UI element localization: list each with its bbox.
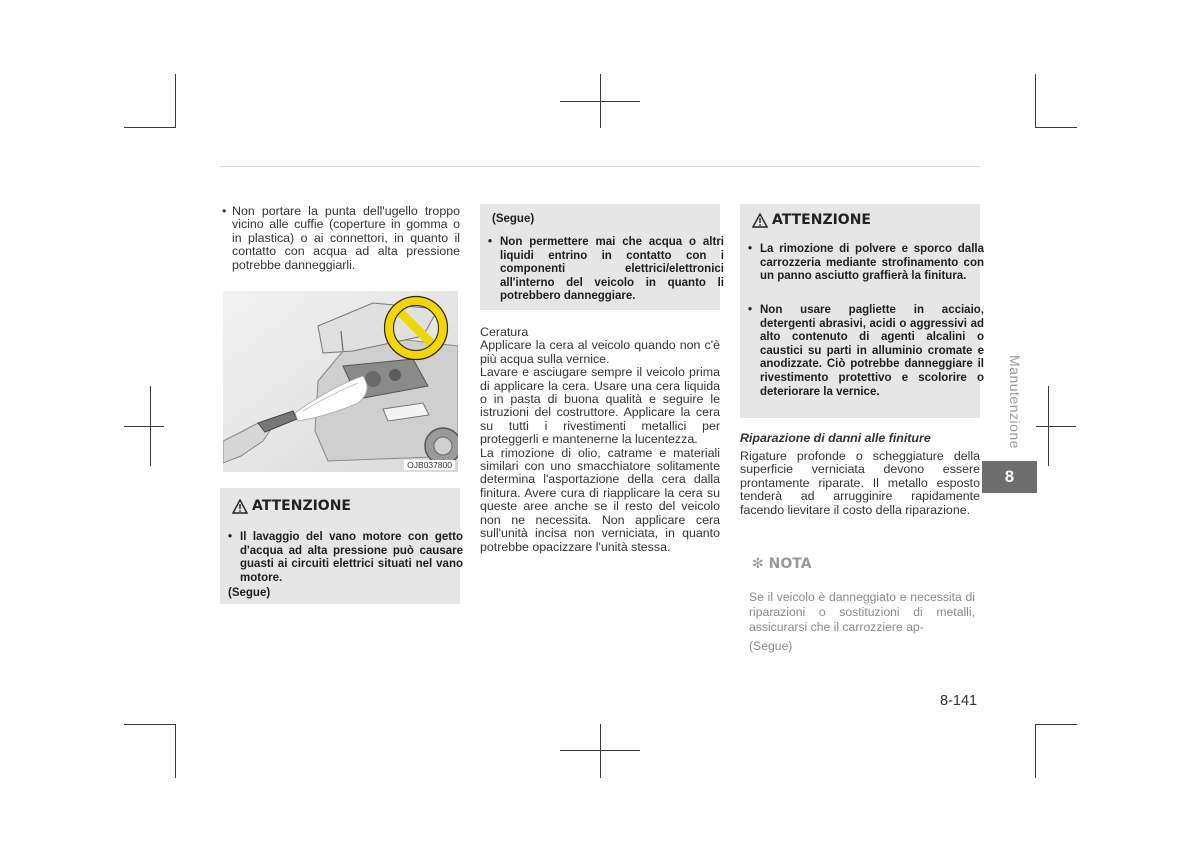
- crop-mark: [175, 74, 176, 128]
- warning-item: [488, 236, 724, 304]
- warning-item: [228, 531, 463, 585]
- chapter-tab-label: Manutenzione: [1007, 355, 1023, 449]
- bullet-dot: •: [222, 204, 227, 218]
- crop-mark: [175, 724, 176, 778]
- registration-mark: [600, 724, 601, 778]
- ceratura-section: [480, 326, 720, 554]
- page-number: 8-141: [940, 693, 978, 709]
- crop-mark: [1035, 724, 1036, 778]
- crop-mark: [124, 724, 176, 725]
- registration-mark: [1036, 426, 1076, 427]
- crop-mark: [124, 127, 176, 128]
- bullet-dot: •: [748, 304, 753, 316]
- warning-item-text: Non usare pagliette in acciaio, detergenti abrasivi, acidi o aggressivi ad alto contenuto di agenti alcalini o caustici su parti in alluminio cromate e anodizzate. Ciò potrebbe danneggiare il rivestimento protettivo e scolorire o deteriorare la vernice.: [760, 304, 984, 398]
- warning-item-text: La rimozione di polvere e sporco dalla carrozzeria mediante strofinamento con un panno asciutto graffierà la finitura.: [760, 243, 984, 283]
- engine-wash-figure: [223, 291, 458, 472]
- warning-triangle-icon: [752, 213, 768, 228]
- continued-label: (Segue): [228, 587, 271, 599]
- registration-mark: [150, 386, 151, 466]
- warning-title-text: ATTENZIONE: [772, 212, 871, 228]
- paragraph: La rimozione di olio, catrame e materiali similari con uno smacchiatore solitamente determina l'asportazione della cera dalla finitura. Avere cura di riapplicare la cera su queste aree anche se il resto del veicolo non ne necessita. Non applicare cera sull'unità incisa non verniciata, in quanto potrebbe opacizzare l'unità stessa.: [480, 445, 720, 554]
- crop-mark: [1035, 724, 1077, 725]
- note-title: [752, 556, 812, 572]
- header-rule: [220, 166, 980, 167]
- bullet-dot: •: [228, 531, 233, 543]
- warning-title: [232, 498, 351, 514]
- prohibition-sign-icon: [385, 297, 448, 360]
- warning-item-text: Il lavaggio del vano motore con getto d'acqua ad alta pressione può causare guasti ai circuiti elettrici situati nel vano motore.: [240, 531, 463, 584]
- car-engine-illustration: [223, 291, 458, 472]
- section-heading: Riparazione di danni alle finiture: [740, 431, 931, 445]
- paragraph: Applicare la cera al veicolo quando non c'è più acqua sulla vernice.: [480, 338, 720, 366]
- bullet-item: [222, 204, 460, 272]
- registration-mark: [1048, 386, 1049, 466]
- warning-item: [748, 304, 984, 399]
- crop-mark: [1035, 74, 1036, 128]
- warning-title-text: ATTENZIONE: [252, 498, 351, 514]
- warning-item-text: Non permettere mai che acqua o altri liquidi entrino in contatto con i componenti elettrici/elettronici all'interno del veicolo in quanto li potrebbero danneggiare.: [500, 236, 724, 303]
- note-asterisk-icon: ✻: [752, 556, 764, 572]
- warning-box-continued: [480, 204, 724, 310]
- warning-box: [740, 204, 984, 418]
- crop-mark: [1035, 127, 1077, 128]
- section-heading: Ceratura: [480, 325, 529, 339]
- note-title-text: NOTA: [768, 556, 812, 572]
- warning-item: [748, 243, 984, 284]
- note-continued: (Segue): [749, 639, 793, 653]
- registration-mark: [600, 74, 601, 128]
- note-text: Se il veicolo è danneggiato e necessita di riparazioni o sostituzioni di metalli, assicurarsi che il carrozziere ap-: [749, 590, 975, 634]
- figure-code: OJB037800: [404, 460, 455, 470]
- warning-box: [220, 488, 463, 604]
- continued-header: (Segue): [492, 213, 535, 225]
- bullet-text: Non portare la punta dell'ugello troppo vicino alle cuffie (coperture in gomma o in plastica) o ai connettori, in quanto il contatto con acqua ad alta pressione potrebbe danneggiarli.: [232, 204, 460, 272]
- warning-triangle-icon: [232, 499, 248, 514]
- bullet-dot: •: [748, 243, 753, 255]
- section-paragraph: Rigature profonde o scheggiature della superficie verniciata devono essere prontamente riparate. Il metallo esposto tenderà ad arrugginire rapidamente facendo lievitare il costo della riparazione.: [740, 449, 980, 517]
- registration-mark: [124, 426, 164, 427]
- paragraph: Lavare e asciugare sempre il veicolo prima di applicare la cera. Usare una cera liquida o in pasta di buona qualità e seguire le istruzioni del costruttore. Applicare la cera su tutti i rivestimenti metallici per proteggerli e mantenerne la lucentezza.: [480, 365, 720, 447]
- bullet-dot: •: [488, 236, 493, 248]
- warning-title: [752, 212, 871, 228]
- chapter-number-box: 8: [982, 461, 1037, 493]
